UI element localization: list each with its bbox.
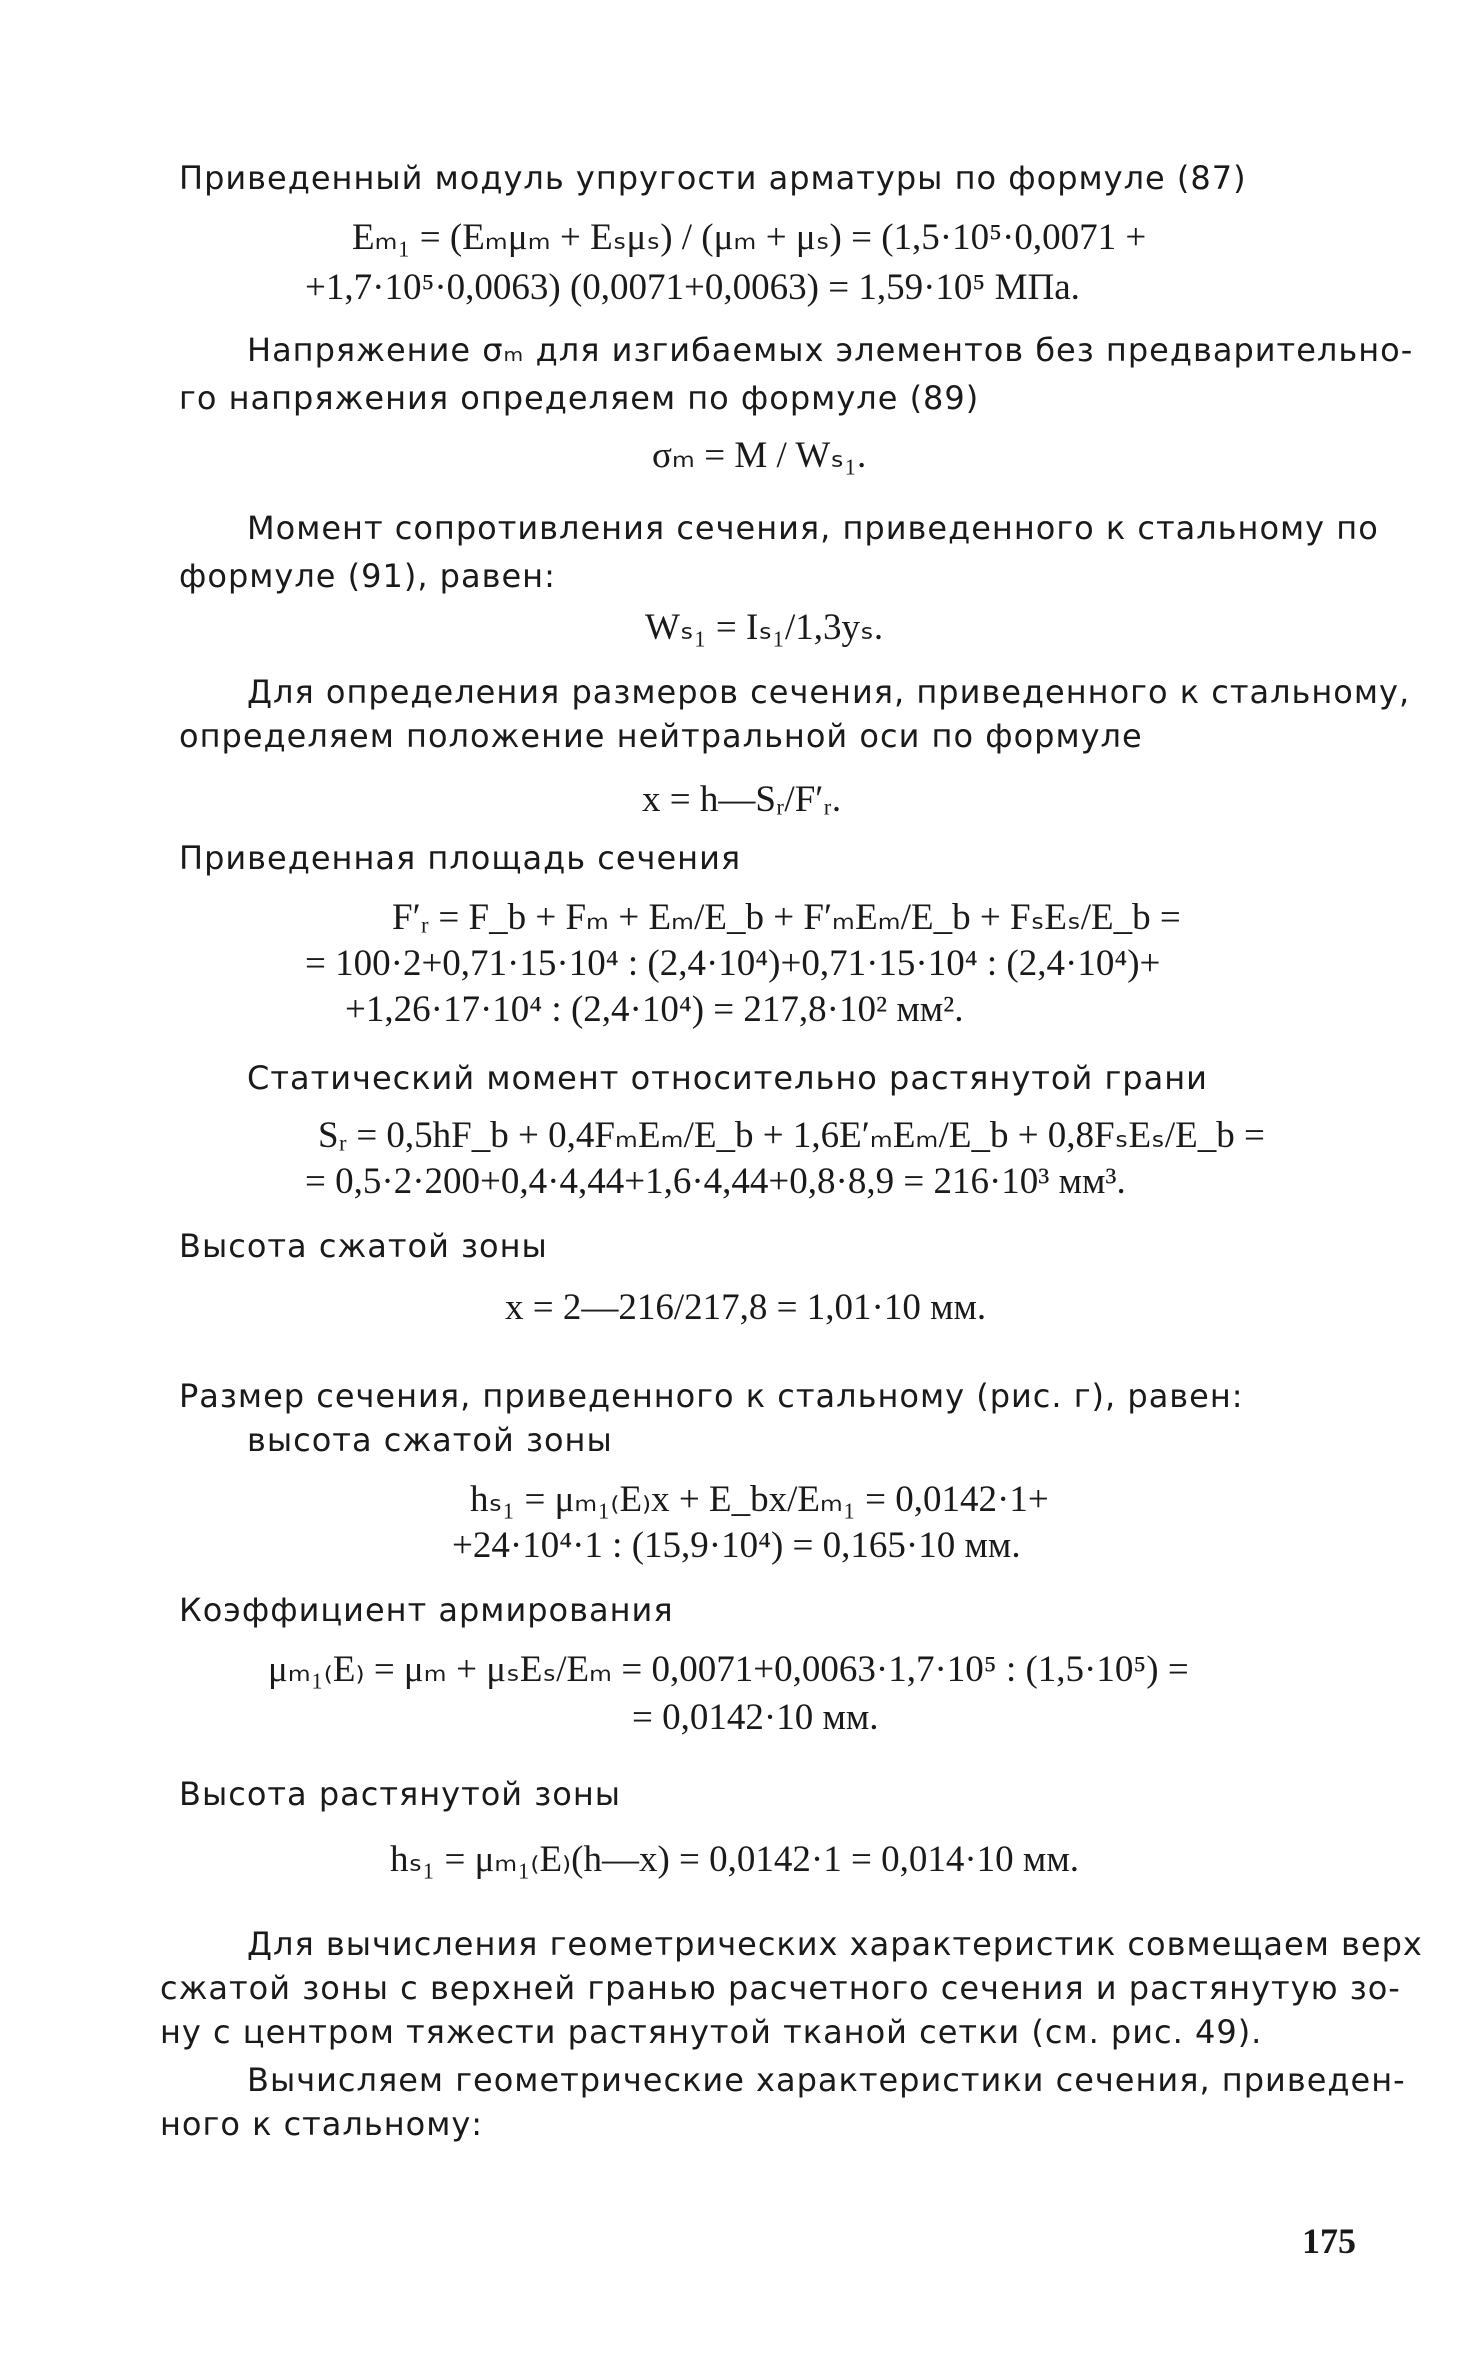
paragraph-line: Высота сжатой зоны [179, 1227, 548, 1265]
formula-line: +1,7·10⁵·0,0063) (0,0071+0,0063) = 1,59·10⁵ МПа. [305, 267, 1080, 308]
formula-line: = 0,0142·10 мм. [632, 1697, 879, 1738]
paragraph-line: определяем положение нейтральной оси по формуле [179, 717, 1143, 755]
paragraph-line: Вычисляем геометрические характеристики сечения, приведен- [247, 2061, 1406, 2099]
formula-line: Sᵣ = 0,5hF_b + 0,4FₘEₘ/E_b + 1,6E′ₘEₘ/E_b + 0,8FₛEₛ/E_b = [318, 1115, 1265, 1156]
paragraph-line: Для вычисления геометрических характеристик совмещаем верх [247, 1925, 1423, 1963]
paragraph-line: Размер сечения, приведенного к стальному (рис. г), равен: [179, 1377, 1244, 1415]
paragraph-line: сжатой зоны с верхней гранью расчетного сечения и растянутую зо- [160, 1969, 1401, 2007]
paragraph-line: Статический момент относительно растянутой грани [247, 1059, 1208, 1097]
formula-line: x = h—Sᵣ/F′ᵣ. [642, 779, 842, 820]
paragraph-line: Коэффициент армирования [179, 1591, 674, 1629]
formula-line: σₘ = M / Wₛ₁. [652, 435, 867, 476]
formula-line: = 100·2+0,71·15·10⁴ : (2,4·10⁴)+0,71·15·10⁴ : (2,4·10⁴)+ [305, 943, 1161, 984]
formula-line: μₘ₁₍E₎ = μₘ + μₛEₛ/Eₘ = 0,0071+0,0063·1,7·10⁵ : (1,5·10⁵) = [268, 1649, 1189, 1690]
paragraph-line: го напряжения определяем по формуле (89) [179, 379, 980, 417]
paragraph-line: Высота растянутой зоны [179, 1775, 622, 1813]
formula-line: F′ᵣ = F_b + Fₘ + Eₘ/E_b + F′ₘEₘ/E_b + FₛEₛ/E_b = [392, 897, 1181, 938]
paragraph-line: Момент сопротивления сечения, приведенного к стальному по [247, 509, 1379, 547]
formula-line: Wₛ₁ = Iₛ₁/1,3yₛ. [645, 607, 884, 648]
formula-line: +1,26·17·10⁴ : (2,4·10⁴) = 217,8·10² мм². [345, 989, 964, 1030]
formula-line: Eₘ₁ = (Eₘμₘ + Eₛμₛ) / (μₘ + μₛ) = (1,5·10⁵·0,0071 + [352, 217, 1147, 258]
paragraph-line: Приведенный модуль упругости арматуры по формуле (87) [179, 159, 1247, 197]
paragraph-line: Приведенная площадь сечения [179, 839, 742, 877]
formula-line: = 0,5·2·200+0,4·4,44+1,6·4,44+0,8·8,9 = 216·10³ мм³. [305, 1161, 1126, 1202]
paragraph-line: Напряжение σₘ для изгибаемых элементов без предварительно- [247, 331, 1414, 369]
paragraph-line: ного к стальному: [160, 2105, 484, 2143]
formula-line: x = 2—216/217,8 = 1,01·10 мм. [505, 1287, 987, 1328]
paragraph-line: Для определения размеров сечения, приведенного к стальному, [247, 673, 1411, 711]
formula-line: hₛ₁ = μₘ₁₍E₎x + E_bx/Eₘ₁ = 0,0142·1+ [470, 1479, 1049, 1520]
page-number: 175 [1302, 2221, 1356, 2261]
paragraph-line: высота сжатой зоны [247, 1421, 613, 1459]
paragraph-line: ну с центром тяжести растянутой тканой сетки (см. рис. 49). [160, 2013, 1263, 2051]
formula-line: +24·10⁴·1 : (15,9·10⁴) = 0,165·10 мм. [452, 1525, 1021, 1566]
formula-line: hₛ₁ = μₘ₁₍E₎(h—x) = 0,0142·1 = 0,014·10 мм. [390, 1839, 1079, 1880]
paragraph-line: формуле (91), равен: [179, 557, 556, 595]
